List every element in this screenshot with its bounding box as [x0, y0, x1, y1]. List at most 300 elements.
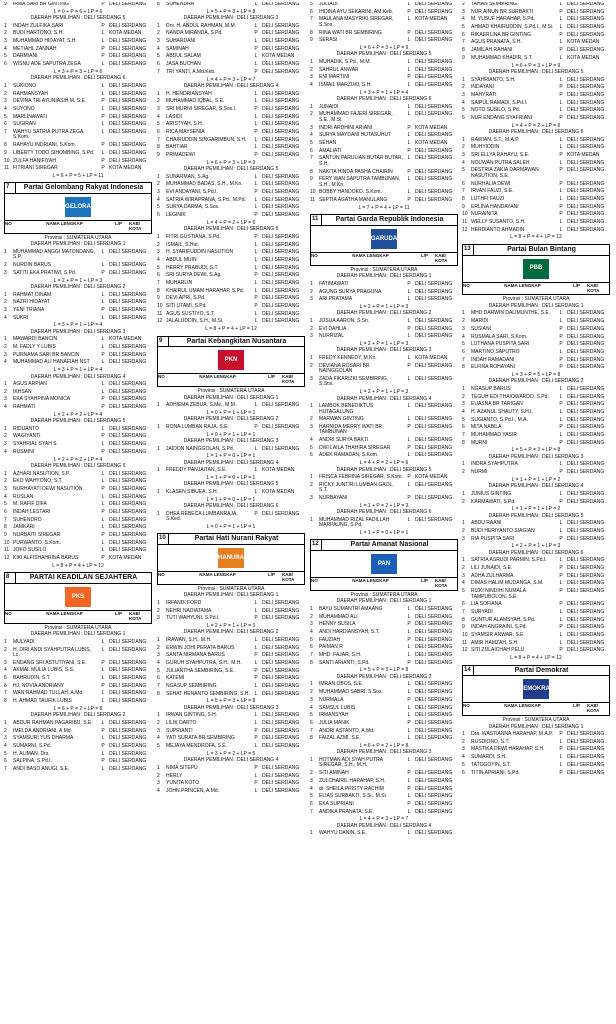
candidate-name: CHAIRUDDIN SINGARIMBUN, S.H.	[166, 136, 247, 143]
candidate-gender: P	[407, 362, 411, 369]
candidate-number: 7	[462, 432, 465, 439]
candidate-number: 1	[310, 280, 313, 287]
candidate-region: DELI SERDANG	[109, 448, 147, 455]
candidate-gender: L	[101, 121, 105, 128]
candidate-gender: L	[559, 348, 563, 355]
candidate-gender: L	[559, 219, 563, 225]
candidate-number: 1	[462, 136, 465, 143]
candidate-name: MUHAMMAD ANGGI MATONDANG, S.P.	[13, 248, 96, 261]
party-logo-area	[5, 194, 151, 220]
candidate-number: 7	[310, 155, 313, 162]
candidate-row	[157, 729, 305, 735]
candidate-name: KARMAWATI, S.Pd.	[471, 498, 516, 505]
candidate-name: ANDRI SURYA BAKTI	[319, 437, 369, 444]
party-name: Partai Kebangkitan Nusantara	[186, 337, 287, 345]
candidate-row	[4, 353, 152, 359]
candidate-region: DELI SERDANG	[109, 82, 147, 89]
candidate-region: DELI SERDANG	[415, 423, 453, 430]
candidate-gender: L	[254, 173, 258, 180]
candidate-row	[462, 602, 610, 608]
candidate-row	[4, 533, 152, 539]
candidate-region: DELI SERDANG	[415, 689, 453, 696]
electoral-district-heading: DAERAH PEMILIHAN : DELI SERDANG 1	[183, 394, 279, 401]
candidate-region: DELI SERDANG	[415, 621, 453, 628]
candidate-gender: L	[101, 675, 105, 682]
party-logo-area	[463, 676, 609, 702]
candidate-gender: P	[254, 105, 258, 112]
candidate-row	[310, 713, 458, 719]
candidate-name: BUDI HERIYANTO SIAGIAN	[471, 527, 535, 534]
candidate-row	[4, 744, 152, 750]
candidate-name: ANDIKA PRANATA, S.E.	[319, 808, 374, 815]
candidate-row	[462, 85, 610, 91]
electoral-district-heading: DAERAH PEMILIHAN : DELI SERDANG 4	[336, 395, 432, 402]
candidate-gender: L	[254, 249, 258, 256]
candidate-number: 6	[462, 348, 465, 355]
candidate-region: DELI SERDANG	[109, 105, 147, 112]
candidate-number: 2	[310, 770, 313, 777]
party-number: 10	[158, 534, 169, 544]
candidate-gender: P	[101, 742, 105, 749]
candidate-number: 3	[4, 735, 7, 742]
gender-tally: L = 4 + P = 2 + LP = 6	[511, 122, 561, 129]
party-logo-icon: PKN	[218, 350, 244, 370]
candidate-number: 3	[310, 777, 313, 784]
candidate-row	[462, 581, 610, 587]
candidate-gender: P	[559, 601, 563, 608]
candidate-number: 11	[462, 219, 468, 225]
party-logo-icon: GELORA	[65, 197, 91, 217]
candidate-gender: P	[101, 165, 105, 172]
candidate-row	[4, 397, 152, 403]
candidate-gender: P	[254, 764, 258, 771]
candidate-name: AZHARI NASUTION, S.P.	[13, 470, 71, 477]
candidate-number: 5	[462, 416, 465, 423]
candidate-row	[4, 390, 152, 396]
candidate-row	[310, 297, 458, 303]
candidate-number: 10	[4, 157, 10, 164]
candidate-region: DELI SERDANG	[262, 173, 300, 180]
candidate-number: 3	[310, 333, 313, 340]
candidate-name: LILIK DARTO	[166, 720, 197, 727]
col-gender-header: L/P	[268, 571, 276, 577]
candidate-row	[462, 740, 610, 746]
candidate-number: 5	[310, 636, 313, 643]
candidate-region: DELI SERDANG	[567, 136, 605, 143]
gender-tally: L = 3 + P = 5 + LP = 8	[511, 371, 561, 378]
candidate-gender: P	[559, 31, 563, 38]
candidate-row	[462, 327, 610, 333]
candidate-region: DELI SERDANG	[109, 396, 147, 403]
party-header	[463, 245, 609, 256]
candidate-gender: L	[559, 416, 563, 423]
candidate-name: MAHYRATI	[471, 91, 497, 98]
candidate-number: 3	[310, 296, 313, 303]
candidate-row	[462, 350, 610, 356]
candidate-row	[310, 483, 458, 494]
col-gender-header: L/P	[573, 282, 581, 288]
candidate-region: KOTA MEDAN	[262, 488, 295, 495]
candidate-region: DELI SERDANG	[109, 727, 147, 734]
candidate-row	[157, 447, 305, 453]
candidate-region: DELI SERDANG	[109, 90, 147, 97]
candidate-row	[310, 133, 458, 139]
candidate-gender: P	[407, 659, 411, 666]
candidate-number: 7	[310, 16, 313, 23]
candidate-number: 5	[462, 588, 465, 594]
candidate-number: 3	[462, 8, 465, 15]
candidate-gender: L	[254, 772, 258, 779]
candidate-name: ELIAS SURBAKTI, S.Si., M.Si.	[319, 793, 388, 800]
candidate-region: DELI SERDANG	[109, 98, 147, 105]
electoral-district-heading: DAERAH PEMILIHAN : DELI SERDANG 6	[30, 463, 126, 469]
candidate-row	[310, 319, 458, 325]
electoral-district-heading: DAERAH PEMILIHAN : DELI SERDANG 2	[183, 629, 279, 636]
candidate-number: 10	[462, 211, 468, 218]
candidate-row	[4, 759, 152, 765]
candidate-name: DEVINA TRI AYUNIASIH M, S.E.	[13, 98, 87, 105]
candidate-row	[310, 645, 458, 651]
candidate-region: DELI SERDANG	[415, 681, 453, 688]
candidate-region: DELI SERDANG	[262, 667, 300, 674]
candidate-name: ANDI HARDIANSYAH, S.T.	[319, 629, 380, 635]
candidate-gender: P	[101, 396, 105, 403]
candidate-row	[462, 537, 610, 543]
candidate-region: DELI SERDANG	[262, 652, 300, 659]
electoral-district-heading: DAERAH PEMILIHAN : DELI SERDANG 3	[183, 704, 279, 711]
candidate-gender: L	[407, 830, 411, 837]
party-name: Partai Bulan Bintang	[507, 245, 576, 253]
candidate-number: 2	[4, 727, 7, 734]
candidate-gender: P	[254, 189, 258, 196]
party-logo-icon: DEMOKRAT	[523, 679, 549, 699]
candidate-region: DELI SERDANG	[415, 103, 453, 110]
candidate-number: 1	[310, 605, 313, 612]
candidate-number: 11	[4, 547, 10, 554]
candidate-number: 7	[462, 608, 465, 615]
candidate-name: NURBAITI SIREGAR	[13, 532, 61, 538]
candidate-region: DELI SERDANG	[567, 401, 605, 408]
candidate-region: DELI SERDANG	[262, 196, 300, 203]
candidate-name: NURBAYANI	[319, 495, 348, 501]
party-header	[311, 540, 457, 551]
candidate-region: KOTA MEDAN	[109, 555, 142, 562]
candidate-gender: P	[254, 152, 258, 158]
candidate-number: 9	[310, 176, 313, 183]
province-label: Provinsi : SUMATERA UTARA	[44, 624, 112, 631]
table-header	[463, 282, 609, 295]
candidate-region: DELI SERDANG	[415, 452, 453, 459]
candidate-name: NIMA SITEPU	[166, 764, 198, 771]
candidate-gender: P	[559, 439, 563, 446]
candidate-number: 9	[462, 624, 465, 631]
candidate-gender: L	[254, 402, 258, 409]
candidate-gender: L	[254, 22, 258, 29]
candidate-region: KOTA MEDAN	[262, 53, 295, 60]
gender-tally: L = 3 + P = 1 + LP = 4	[53, 367, 103, 373]
candidate-region: DELI SERDANG	[109, 269, 147, 276]
candidate-name: SAMINAH	[166, 45, 189, 52]
candidate-name: YUNITA KOTO	[166, 780, 200, 787]
electoral-district-heading: DAERAH PEMILIHAN : DELI SERDANG 5	[488, 69, 584, 75]
candidate-row	[462, 410, 610, 416]
candidate-gender: L	[101, 524, 105, 531]
candidate-number: 5	[157, 264, 160, 271]
candidate-region: DELI SERDANG	[262, 68, 300, 75]
candidate-gender: L	[407, 704, 411, 711]
candidate-row	[310, 68, 458, 74]
candidate-name: JUNAIDI	[319, 103, 339, 110]
candidate-number: 3	[310, 495, 313, 501]
candidate-number: 8	[157, 2, 160, 7]
candidate-number: 4	[4, 448, 7, 455]
candidate-number: 1	[157, 233, 160, 240]
gender-tally: L = 4 + P = 3 + LP = 7	[359, 816, 409, 823]
candidate-row	[310, 496, 458, 502]
candidate-name: FREDDY PANJAITAN, S.E.	[166, 467, 227, 474]
candidate-region: DELI SERDANG	[415, 495, 453, 501]
candidate-row	[157, 70, 305, 76]
candidate-name: MUHAMMAD SABRI, S.Sos.	[319, 689, 383, 696]
candidate-row	[157, 24, 305, 30]
candidate-region: DELI SERDANG	[567, 490, 605, 497]
candidate-gender: L	[407, 613, 411, 620]
candidate-number: 3	[157, 615, 160, 622]
candidate-gender: L	[407, 681, 411, 688]
candidate-row	[462, 197, 610, 203]
candidate-row	[310, 446, 458, 452]
candidate-number: 12	[462, 226, 468, 233]
candidate-name: NURMALA	[319, 696, 344, 703]
candidate-region: KOTA MEDAN	[109, 30, 142, 37]
electoral-district-heading: DAERAH PEMILIHAN : DELI SERDANG 2	[336, 310, 432, 317]
candidate-region: DELI SERDANG	[109, 441, 147, 448]
candidate-name: MASTIKA DEWI HARAHAP, S.H.	[471, 746, 545, 753]
candidate-name: SUNARMAN, S.Ag.	[166, 173, 210, 180]
candidate-row	[462, 755, 610, 761]
candidate-row	[4, 518, 152, 524]
candidate-row	[310, 698, 458, 704]
candidate-name: NURAINITA	[471, 211, 498, 218]
candidate-gender: L	[254, 644, 258, 651]
candidate-name: SEPTIA AGATHA MANULANG	[319, 197, 388, 204]
col-no-header: NO	[158, 571, 165, 577]
candidate-region: DELI SERDANG	[415, 82, 453, 88]
candidate-number: 6	[462, 769, 465, 776]
candidate-row	[157, 304, 305, 310]
candidate-name: H. HENDRIANSYAH	[166, 90, 212, 97]
candidate-gender: L	[254, 488, 258, 495]
candidate-name: HARNIDA MERRY WATI BR TAMBUNAN	[319, 423, 383, 436]
candidate-row	[310, 661, 458, 667]
candidate-region: DELI SERDANG	[567, 325, 605, 332]
candidate-gender: P	[559, 588, 563, 594]
candidate-region: DELI SERDANG	[415, 58, 453, 65]
electoral-district-heading: DAERAH PEMILIHAN : DELI SERDANG 3	[488, 453, 584, 460]
candidate-gender: P	[559, 769, 563, 776]
candidate-number: 3	[462, 746, 465, 753]
gender-tally: L = 1 + P = 0 + LP = 1	[206, 496, 256, 503]
candidate-number: 3	[157, 780, 160, 787]
candidate-gender: L	[254, 241, 258, 248]
candidate-number: 5	[462, 167, 465, 174]
candidate-region: DELI SERDANG	[415, 132, 453, 139]
candidate-number: 2	[310, 362, 313, 369]
candidate-gender: P	[559, 356, 563, 363]
candidate-gender: P	[559, 424, 563, 431]
candidate-number: 4	[4, 493, 7, 500]
candidate-name: JALALUDDIN, S.H., M.Si.	[166, 318, 224, 325]
candidate-gender: L	[101, 359, 105, 366]
candidate-gender: P	[101, 98, 105, 105]
candidate-row	[4, 24, 152, 30]
gender-tally: L = 0 + P = 1 + LP = 1	[206, 523, 256, 530]
col-name-header: NAMA LENGKAP	[46, 610, 83, 616]
candidate-number: 2	[310, 111, 313, 118]
candidate-region: DELI SERDANG	[109, 524, 147, 531]
candidate-gender: P	[559, 564, 563, 571]
candidate-region: DELI SERDANG	[415, 605, 453, 612]
electoral-district-heading: DAERAH PEMILIHAN : DELI SERDANG 1	[30, 241, 126, 248]
candidate-region: DELI SERDANG	[415, 808, 453, 815]
candidate-number: 7	[4, 690, 7, 697]
candidate-region: DELI SERDANG	[567, 409, 605, 415]
candidate-number: 5	[157, 53, 160, 60]
gender-tally: L = 2 + P = 2 + LP = 4	[53, 411, 103, 418]
col-name-header: NAMA LENGKAP	[199, 571, 236, 577]
candidate-gender: L	[254, 256, 258, 263]
candidate-name: DHEA REBECA LUMBANRAJA, S.Ked.	[166, 510, 238, 523]
candidate-name: MUHAMMAD IQBAL, S.E.	[166, 98, 225, 105]
party-block	[4, 182, 152, 234]
candidate-region: DELI SERDANG	[262, 144, 300, 151]
candidate-name: SATRIA WIRAPRANA, S.Pd., M.Pd.	[166, 196, 246, 203]
candidate-region: DELI SERDANG	[567, 333, 605, 340]
candidate-region: DELI SERDANG	[415, 8, 453, 15]
candidate-number: 6	[462, 31, 465, 38]
candidate-number: 7	[157, 279, 160, 286]
candidate-region: DELI SERDANG	[415, 362, 453, 369]
electoral-district-heading: DAERAH PEMILIHAN : DELI SERDANG 2	[336, 673, 432, 680]
candidate-region: DELI SERDANG	[567, 527, 605, 534]
electoral-district-heading: DAERAH PEMILIHAN : DELI SERDANG 2	[488, 378, 584, 385]
candidate-row	[310, 327, 458, 333]
candidate-name: BUDI HARTONO, S.H.	[13, 30, 64, 37]
candidate-number: 7	[462, 188, 465, 195]
candidate-name: INDAYANI	[471, 84, 494, 91]
candidate-region: DELI SERDANG	[415, 333, 453, 340]
candidate-number: 3	[157, 249, 160, 256]
candidate-row	[310, 417, 458, 423]
candidate-name: HERRY PRABUDI, S.T.	[166, 264, 219, 271]
candidate-gender: L	[559, 761, 563, 768]
candidate-gender: L	[101, 698, 105, 705]
candidate-region: DELI SERDANG	[567, 159, 605, 166]
candidate-name: H. AHMAD TAUFIK LUBIS	[13, 698, 72, 705]
candidate-name: RONA LUMBAN RAJA, S.E.	[166, 423, 229, 430]
candidate-gender: L	[559, 188, 563, 195]
candidate-name: ISMAIL MARZUKI, S.H.	[319, 82, 372, 88]
candidate-row	[4, 39, 152, 45]
candidate-number: 2	[462, 2, 465, 7]
party-header	[5, 573, 151, 584]
candidate-region: DELI SERDANG	[567, 195, 605, 202]
electoral-district-heading: DAERAH PEMILIHAN : DELI SERDANG 5	[488, 512, 584, 519]
candidate-row	[4, 62, 152, 68]
candidate-name: LIBERTY TODO SIHOMBING, S.Pd.	[13, 149, 95, 156]
candidate-name: TRI YANTI, A.Md.Keb.	[166, 68, 216, 75]
candidate-row	[4, 308, 152, 314]
candidate-name: AGUNG SURYA PRAGUNA	[319, 288, 382, 295]
candidate-gender: L	[254, 279, 258, 286]
candidate-row	[157, 676, 305, 682]
candidate-name: INDAH ANGRAINI, S.Pd.	[471, 624, 527, 631]
province-label: Provinsi : SUMATERA UTARA	[197, 388, 265, 395]
candidate-gender: P	[559, 572, 563, 579]
candidate-number: 7	[4, 128, 7, 135]
candidate-number: 7	[462, 39, 465, 46]
candidate-region: DELI SERDANG	[415, 2, 453, 7]
candidate-gender: P	[254, 675, 258, 682]
candidate-number: 8	[157, 144, 160, 151]
candidate-row	[4, 729, 152, 735]
party-number: 9	[158, 337, 169, 347]
candidate-region: DELI SERDANG	[415, 770, 453, 777]
candidate-region: DELI SERDANG	[109, 359, 147, 366]
candidate-region: DELI SERDANG	[415, 296, 453, 303]
candidate-number: 1	[462, 461, 465, 468]
candidate-row	[157, 138, 305, 144]
candidate-gender: L	[407, 296, 411, 303]
candidate-gender: P	[407, 621, 411, 628]
candidate-region: DELI SERDANG	[109, 659, 147, 666]
candidate-row	[310, 758, 458, 769]
candidate-region: KOTA MEDAN	[567, 39, 600, 46]
candidate-row	[462, 610, 610, 616]
candidate-gender: L	[101, 336, 105, 343]
candidate-number: 3	[157, 105, 160, 112]
candidate-number: 4	[4, 45, 7, 52]
candidate-row	[462, 574, 610, 580]
candidate-gender: P	[407, 444, 411, 451]
candidate-row	[157, 296, 305, 302]
candidate-region: DELI SERDANG	[262, 264, 300, 271]
candidate-name: EKO WAHYONO, S.T.	[13, 478, 63, 485]
candidate-gender: P	[101, 433, 105, 440]
candidate-region: DELI SERDANG	[262, 90, 300, 97]
candidate-region: DELI SERDANG	[415, 659, 453, 666]
candidate-row	[157, 789, 305, 795]
candidate-row	[310, 112, 458, 123]
candidate-row	[4, 250, 152, 261]
candidate-name: SYAHRIANTO, S.H.	[471, 76, 516, 83]
candidate-region: DELI SERDANG	[262, 152, 300, 158]
candidate-number: 2	[4, 299, 7, 306]
candidate-gender: L	[254, 53, 258, 60]
candidate-name: ARI PRATAMA	[319, 296, 353, 303]
candidate-number: 6	[462, 114, 465, 121]
candidate-region: DELI SERDANG	[262, 249, 300, 256]
candidate-region: DELI SERDANG	[109, 433, 147, 440]
candidate-row	[462, 205, 610, 211]
candidate-number: 3	[157, 652, 160, 659]
candidate-name: KLASEN SIBUEA, S.H.	[166, 488, 218, 495]
candidate-gender: L	[254, 204, 258, 211]
candidate-number: 2	[310, 325, 313, 332]
candidate-row	[310, 831, 458, 837]
candidate-row	[4, 115, 152, 121]
candidate-number: 1	[310, 58, 313, 65]
